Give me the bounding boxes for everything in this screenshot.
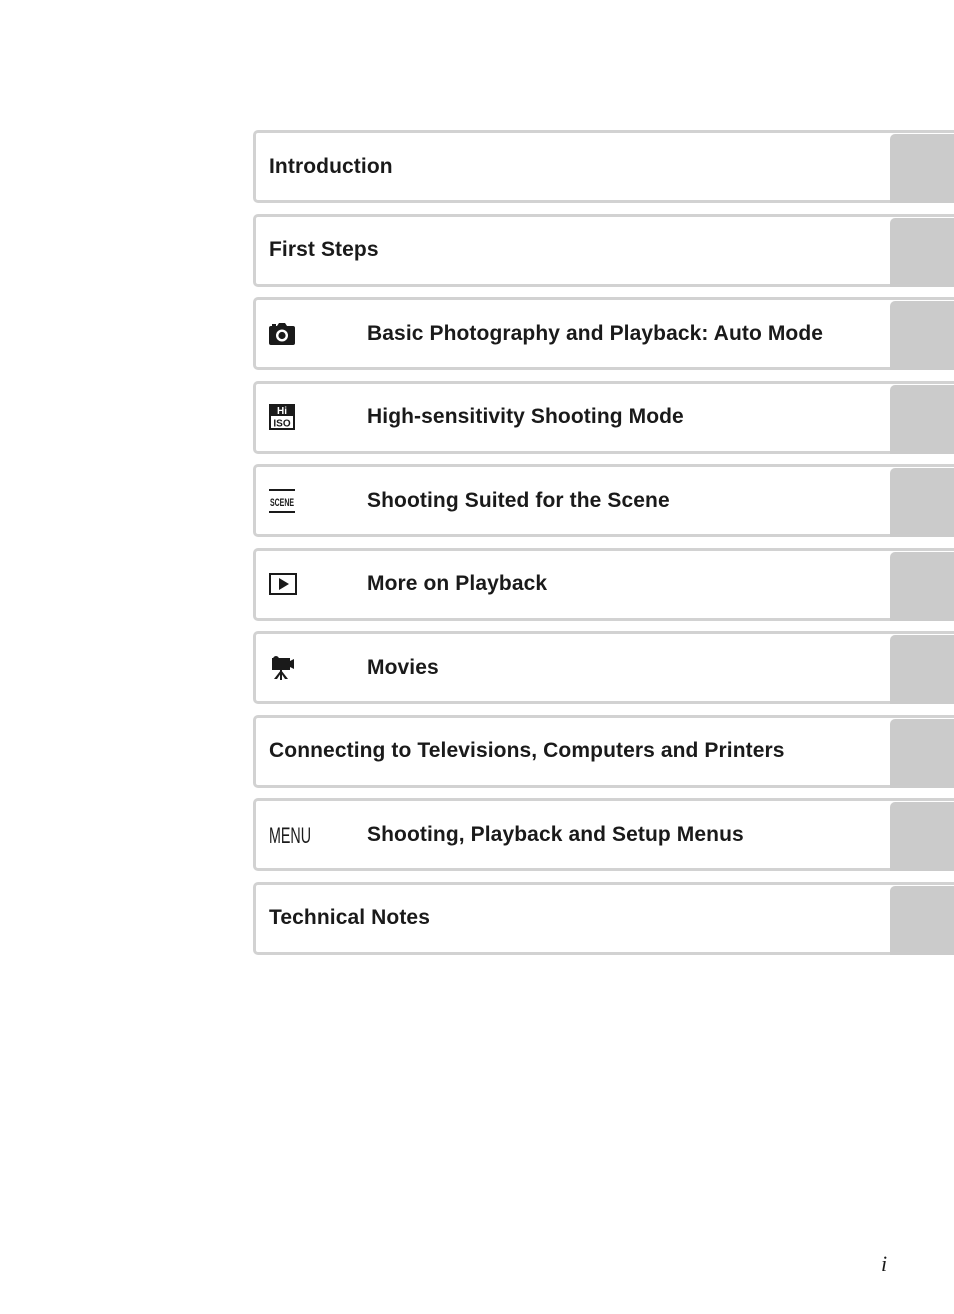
section-tab <box>890 468 954 537</box>
section-tab <box>890 301 954 370</box>
toc-entry-first-steps[interactable] <box>253 214 954 287</box>
page-number: i <box>881 1251 888 1276</box>
toc-entry-high-sensitivity[interactable] <box>253 381 954 454</box>
menu-icon <box>269 821 313 849</box>
entry-label: More on Playback <box>367 572 548 595</box>
toc-entry-technical-notes[interactable] <box>253 882 954 955</box>
table-of-contents <box>253 130 954 965</box>
entry-label: Shooting Suited for the Scene <box>367 488 670 512</box>
entry-label: Basic Photography and Playback: Auto Mode <box>367 321 824 345</box>
section-tab <box>890 886 954 955</box>
section-tab <box>890 802 954 871</box>
toc-entry-auto-mode[interactable] <box>253 297 954 370</box>
camera-icon <box>269 320 313 348</box>
toc-entry-connecting[interactable] <box>253 715 954 788</box>
entry-label: Shooting, Playback and Setup Menus <box>367 822 744 846</box>
entry-box <box>253 548 954 621</box>
toc-entry-scene[interactable] <box>253 464 954 537</box>
scene-icon <box>269 487 313 515</box>
hi-iso-bottom-text: ISO <box>273 418 291 430</box>
section-tab <box>890 385 954 454</box>
entry-label: Introduction <box>269 154 393 178</box>
menu-icon-text: MENU <box>269 822 311 848</box>
entry-label: Connecting to Televisions, Computers and Printers <box>269 739 785 762</box>
entry-box <box>253 631 954 704</box>
section-tab <box>890 719 954 788</box>
entry-label: High-sensitivity Shooting Mode <box>367 405 684 428</box>
entry-label: Movies <box>367 655 439 679</box>
toc-entry-playback[interactable] <box>253 548 954 621</box>
section-tab <box>890 218 954 287</box>
entry-label: Technical Notes <box>269 906 430 929</box>
section-tab <box>890 635 954 704</box>
entry-label: First Steps <box>269 238 379 261</box>
playback-icon <box>269 570 313 598</box>
section-tab <box>890 552 954 621</box>
toc-entry-menus[interactable] <box>253 798 954 871</box>
scene-icon-text: SCENE <box>270 496 294 509</box>
toc-entry-introduction[interactable] <box>253 130 954 203</box>
toc-entry-movies[interactable] <box>253 631 954 704</box>
hi-iso-top-text: Hi <box>277 406 287 417</box>
section-tab <box>890 134 954 203</box>
movie-camera-icon <box>269 654 313 682</box>
hi-iso-icon <box>269 403 313 431</box>
